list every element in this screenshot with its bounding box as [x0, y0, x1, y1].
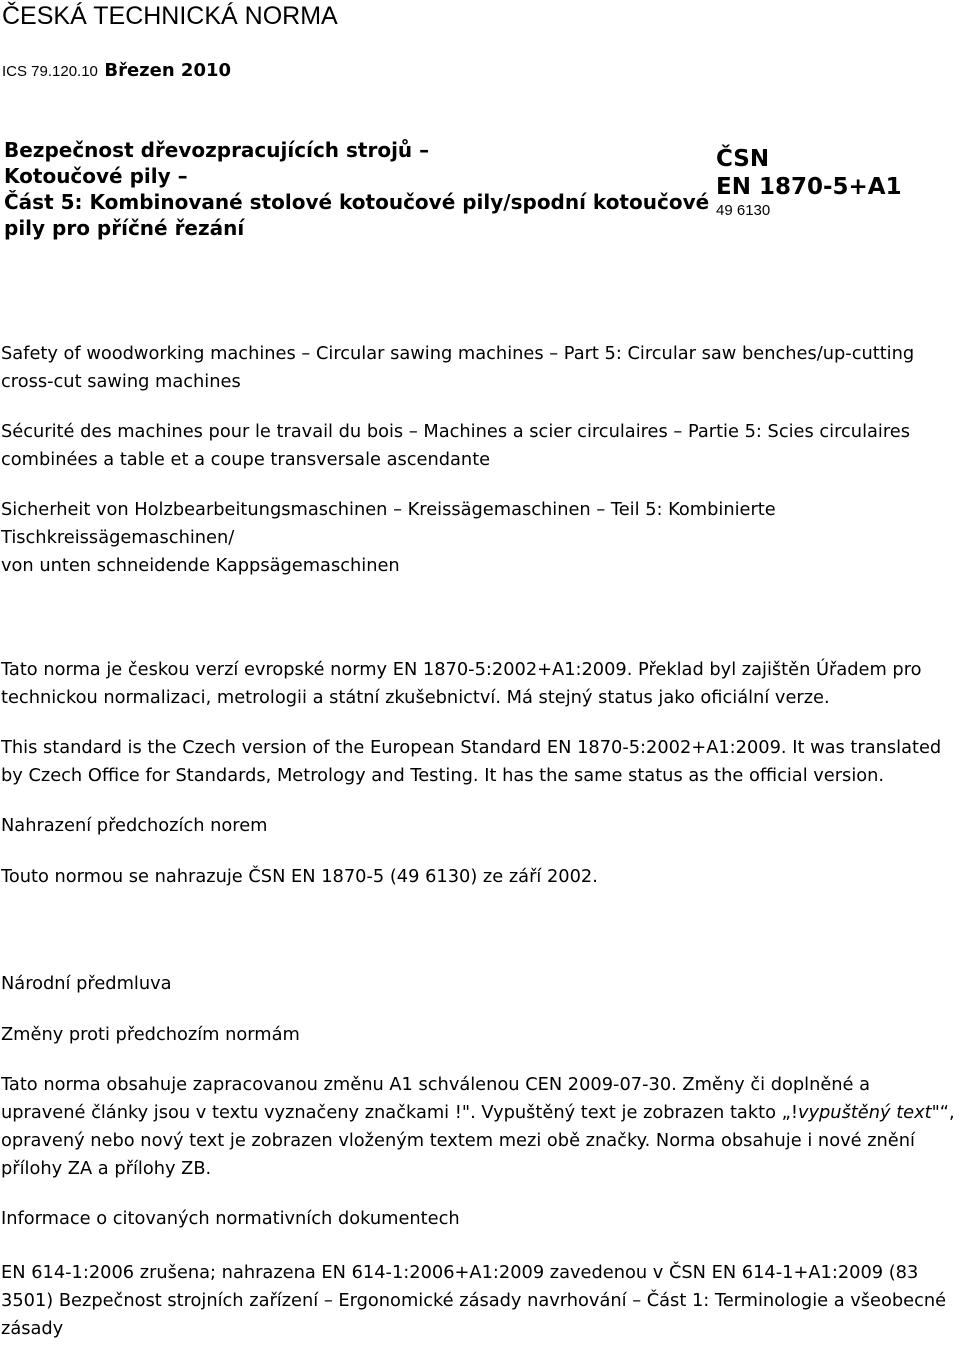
standard-title-line: Bezpečnost dřevozpracujících strojů – [4, 138, 430, 162]
czech-notice: Tato norma je českou verzí evropské normy EN 1870-5:2002+A1:2009. Překlad byl zajištěn Úřadem pro technickou normalizaci, metrologii a státní zkušebnictví. Má stejný status jako oficiální verze. [1, 659, 922, 708]
replacement-text: Touto normou se nahrazuje ČSN EN 1870-5 (49 6130) ze září 2002. [1, 866, 598, 887]
csn-mark: ČSN [716, 146, 770, 172]
ics-code: ICS 79.120.10 [2, 63, 98, 80]
document-type-title: ČESKÁ TECHNICKÁ NORMA [2, 2, 338, 30]
standard-title-line: Kotoučové pily – [4, 164, 188, 188]
french-title: Sécurité des machines pour le travail du bois – Machines a scier circulaires – Partie 5: Scies circulaires combinées a table et a coupe transversale ascendante [1, 421, 910, 470]
publication-date: Březen 2010 [104, 60, 232, 81]
references-heading: Informace o citovaných normativních dokumentech [1, 1208, 460, 1229]
changes-text-part: "“, opravený nebo nový text je zobrazen vloženým textem mezi obě značky. Norma obsahuje i nové znění přílohy ZA a přílohy ZB. [1, 1102, 955, 1179]
standard-title [4, 137, 710, 241]
replacement-heading: Nahrazení předchozích norem [1, 815, 268, 836]
changes-text [1, 1071, 959, 1183]
german-title-line: Sicherheit von Holzbearbeitungsmaschinen – Kreissägemaschinen – Teil 5: Kombinierte Tischkreissägemaschinen/ [1, 499, 776, 548]
english-notice: This standard is the Czech version of the European Standard EN 1870-5:2002+A1:2009. It was translated by Czech Office for Standards, Metrology and Testing. It has the same status as the official version. [1, 737, 942, 786]
standard-designation [716, 145, 902, 221]
english-title: Safety of woodworking machines – Circular sawing machines – Part 5: Circular saw benches/up-cutting cross-cut sawing machines [1, 343, 915, 392]
ics-line [2, 60, 231, 83]
german-title-line: von unten schneidende Kappsägemaschinen [1, 555, 400, 576]
standard-number: EN 1870-5+A1 [716, 174, 902, 200]
document-body [1, 340, 959, 1343]
classification-code: 49 6130 [716, 202, 771, 219]
standard-title-line: Část 5: Kombinované stolové kotoučové pily/spodní kotoučové [4, 190, 710, 214]
standard-title-line: pily pro příčné řezání [4, 216, 245, 240]
changes-heading: Změny proti předchozím normám [1, 1024, 300, 1045]
deleted-text-sample: vypuštěný text [797, 1102, 932, 1123]
changes-text-part: Tato norma obsahuje zapracovanou změnu A1 schválenou CEN 2009-07-30. Změny či doplněné a upravené články jsou v textu vyznačeny značkami !". Vypuštěný text je zobrazen takto „! [1, 1074, 871, 1123]
foreword-heading: Národní předmluva [1, 973, 172, 994]
references-text: EN 614-1:2006 zrušena; nahrazena EN 614-1:2006+A1:2009 zavedenou v ČSN EN 614-1+A1:2009 (83 3501) Bezpečnost strojních zařízení – Ergonomické zásady navrhování – Část 1: Terminologie a všeobecné zásady [1, 1262, 947, 1339]
